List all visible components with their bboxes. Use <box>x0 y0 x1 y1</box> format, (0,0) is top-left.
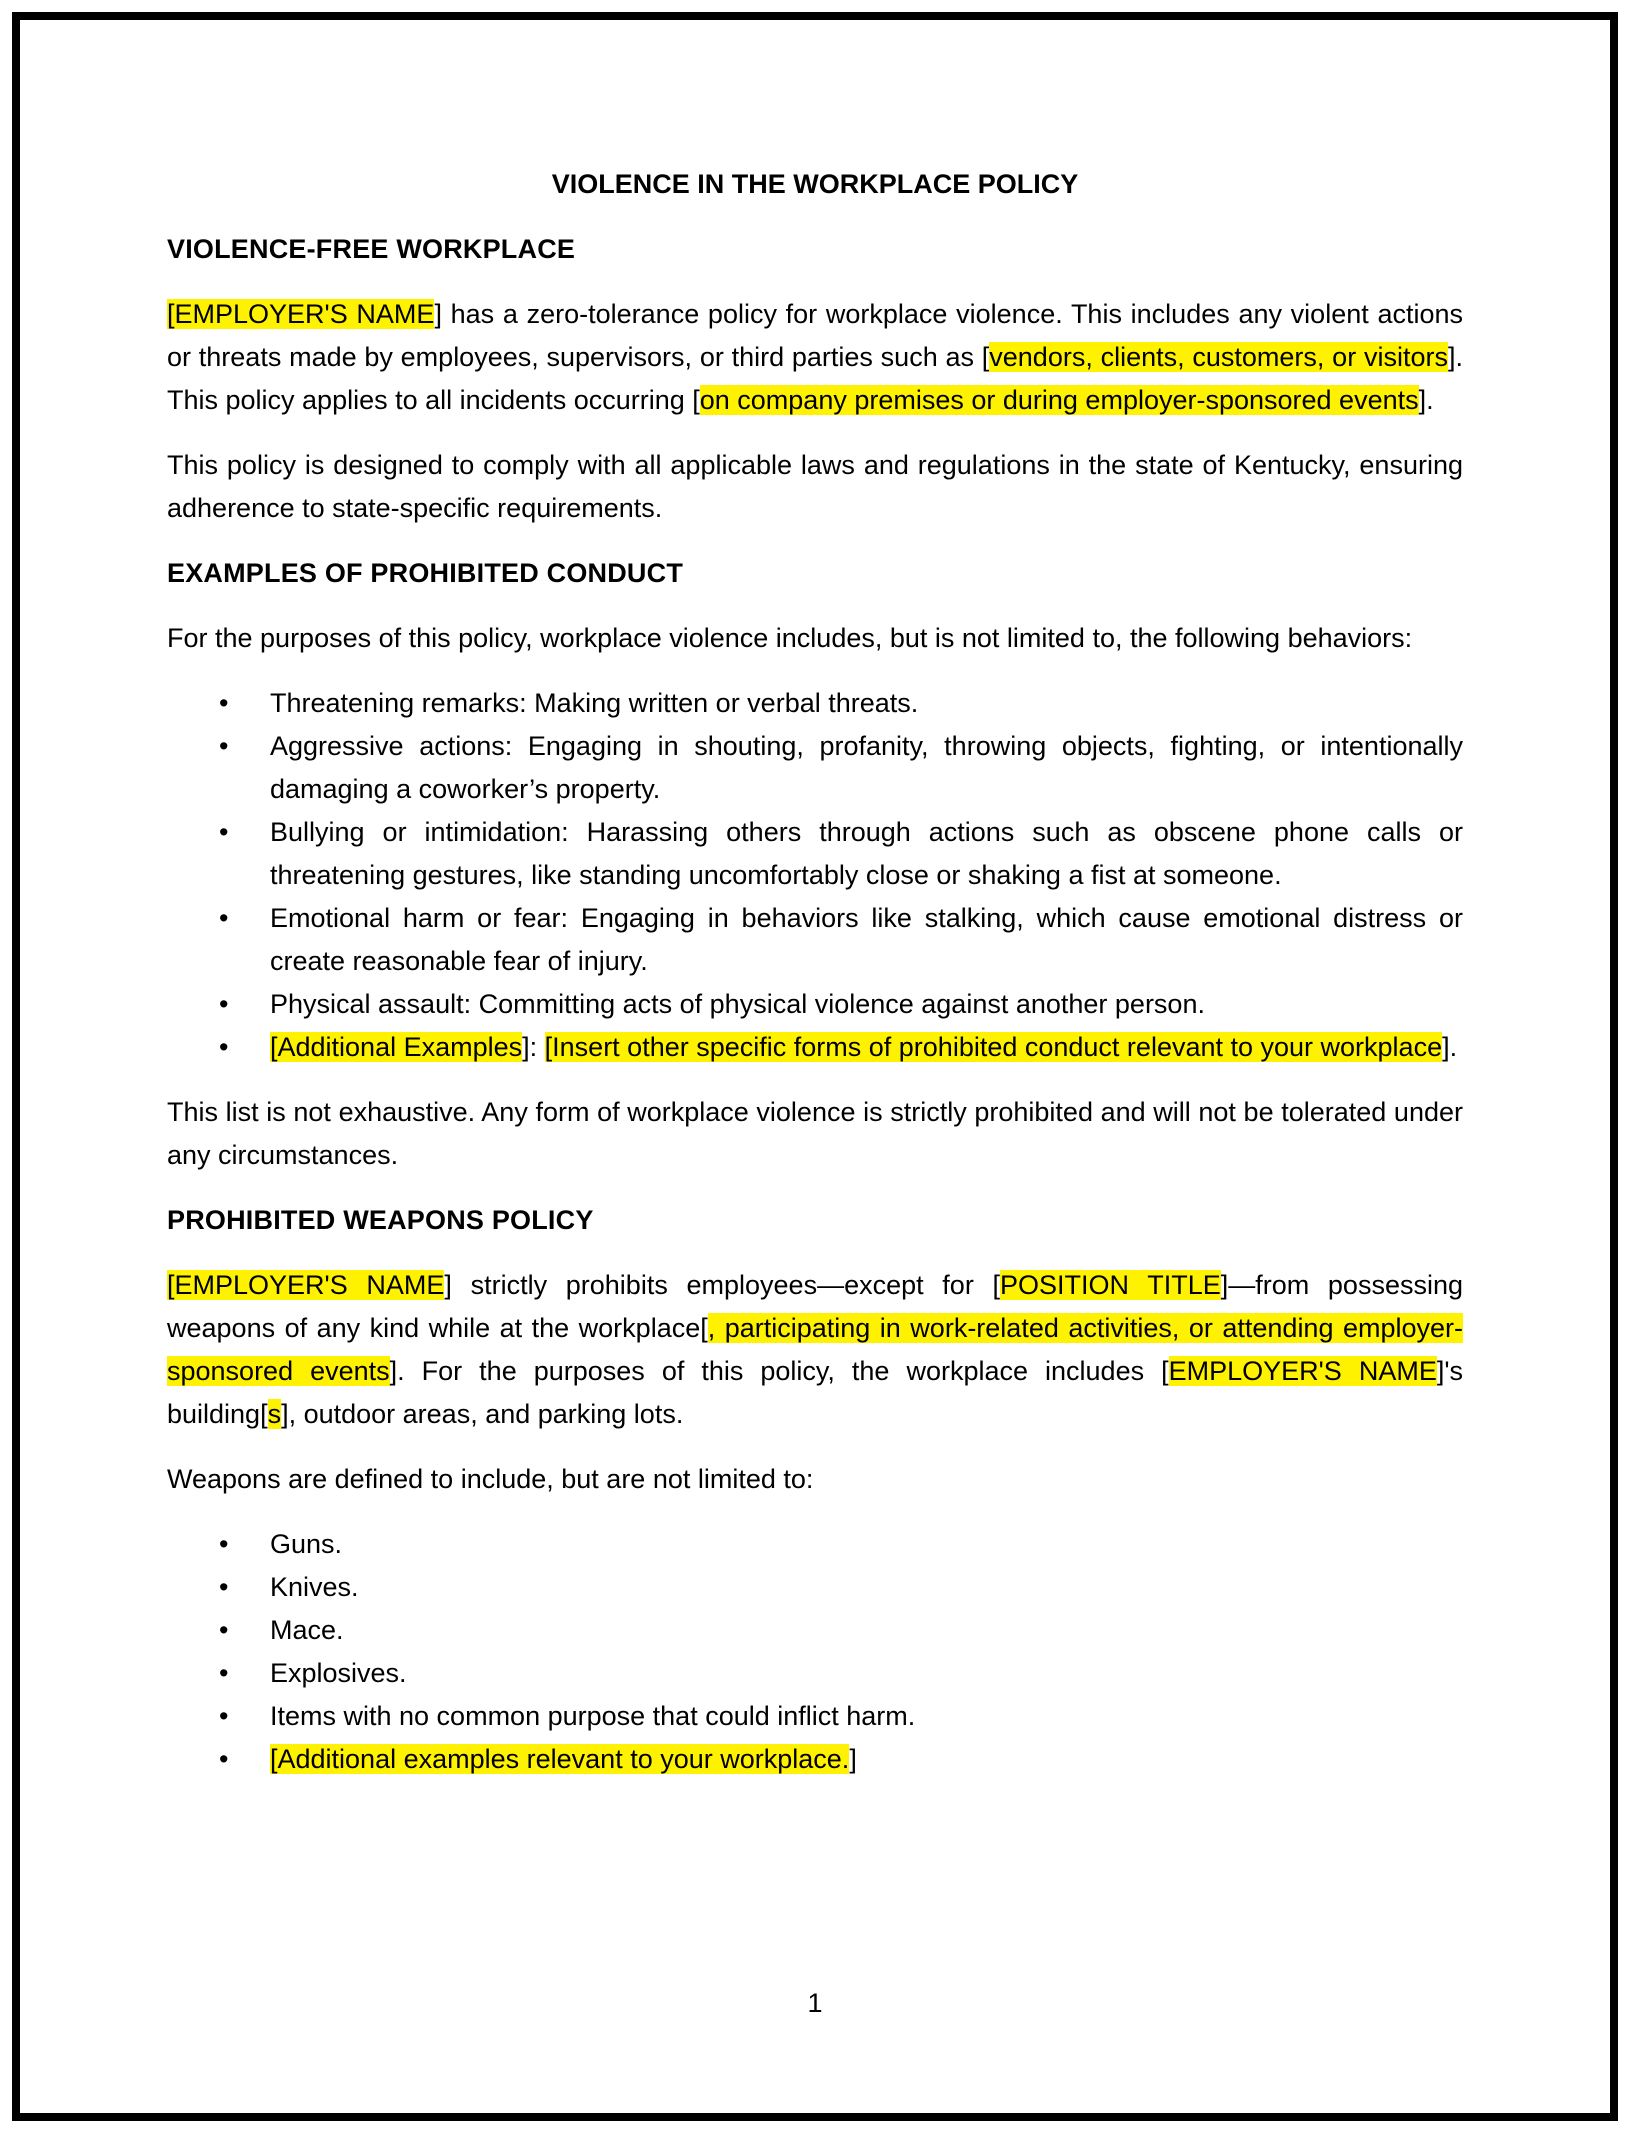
list-item-emotional-harm <box>167 897 1463 983</box>
list-prohibited-conduct <box>167 682 1463 1069</box>
highlighted-placeholder: s <box>267 1399 282 1429</box>
text-segment: ]'s building[ <box>167 1356 1463 1429</box>
list-prohibited-weapons <box>167 1523 1463 1781</box>
list-item-bullying-intimidation <box>167 811 1463 897</box>
text-segment: ]: <box>522 1032 545 1062</box>
list-item-guns <box>167 1523 1463 1566</box>
highlighted-placeholder: POSITION TITLE <box>1000 1270 1221 1300</box>
document-title: VIOLENCE IN THE WORKPLACE POLICY <box>551 169 1079 199</box>
section-heading-violence-free-workplace: VIOLENCE-FREE WORKPLACE <box>167 234 576 264</box>
paragraph-not-exhaustive <box>167 1091 1463 1177</box>
highlighted-placeholder: vendors, clients, customers, or visitors <box>989 342 1448 372</box>
text-segment: Items with no common purpose that could inflict harm. <box>270 1701 916 1731</box>
text-segment: ] strictly prohibits employees—except for [ <box>444 1270 1000 1300</box>
text-segment: For the purposes of this policy, workplace violence includes, but is not limited to, the following behaviors: <box>167 623 1413 653</box>
text-segment: Knives. <box>270 1572 359 1602</box>
text-segment: ]. For the purposes of this policy, the workplace includes [ <box>389 1356 1169 1386</box>
highlighted-placeholder: , participating in work-related activities, or attending employer-sponsored events <box>167 1313 1463 1386</box>
page-number: 1 <box>807 1988 823 2018</box>
highlighted-placeholder: [Additional Examples <box>270 1032 523 1062</box>
text-segment: Mace. <box>270 1615 344 1645</box>
section-heading-prohibited-weapons: PROHIBITED WEAPONS POLICY <box>167 1205 594 1235</box>
list-item-additional-examples <box>167 1026 1463 1069</box>
text-segment: ] has a zero-tolerance policy for workplace violence. This includes any violent actions or threats made by employees, supervisors, or third parties such as [ <box>167 299 1463 372</box>
highlighted-placeholder: [EMPLOYER'S NAME <box>167 1270 445 1300</box>
list-item-aggressive-actions <box>167 725 1463 811</box>
text-segment: This policy is designed to comply with all applicable laws and regulations in the state of Kentucky, ensuring adherence to state-specific requirements. <box>167 450 1463 523</box>
text-segment: This list is not exhaustive. Any form of workplace violence is strictly prohibited and will not be tolerated under any circumstances. <box>167 1097 1463 1170</box>
paragraph-zero-tolerance <box>167 293 1463 422</box>
list-item-harmful-items <box>167 1695 1463 1738</box>
paragraph-conduct-intro <box>167 617 1463 660</box>
list-item-explosives <box>167 1652 1463 1695</box>
highlighted-placeholder: EMPLOYER'S NAME <box>1168 1356 1437 1386</box>
text-segment: Bullying or intimidation: Harassing others through actions such as obscene phone calls or threatening gestures, like standing uncomfortably close or shaking a fist at someone. <box>270 817 1463 890</box>
paragraph-weapons-definition <box>167 1458 1463 1501</box>
list-item-mace <box>167 1609 1463 1652</box>
list-item-physical-assault <box>167 983 1463 1026</box>
highlighted-placeholder: [EMPLOYER'S NAME <box>167 299 435 329</box>
text-segment: ]. <box>1418 385 1434 415</box>
paragraph-state-compliance <box>167 444 1463 530</box>
highlighted-placeholder: [Additional examples relevant to your workplace. <box>270 1744 850 1774</box>
text-segment: ]—from possessing weapons of any kind while at the workplace[ <box>167 1270 1463 1343</box>
text-segment: Explosives. <box>270 1658 407 1688</box>
text-segment: Physical assault: Committing acts of physical violence against another person. <box>270 989 1205 1019</box>
highlighted-placeholder: [Insert other specific forms of prohibited conduct relevant to your workplace <box>544 1032 1443 1062</box>
text-segment: ], outdoor areas, and parking lots. <box>281 1399 684 1429</box>
text-segment: Threatening remarks: Making written or verbal threats. <box>270 688 919 718</box>
highlighted-placeholder: on company premises or during employer-sponsored events <box>699 385 1419 415</box>
list-item-additional-weapon-examples <box>167 1738 1463 1781</box>
list-item-threatening-remarks <box>167 682 1463 725</box>
section-heading-prohibited-conduct: EXAMPLES OF PROHIBITED CONDUCT <box>167 558 684 588</box>
text-segment: Aggressive actions: Engaging in shouting, profanity, throwing objects, fighting, or intentionally damaging a coworker’s property. <box>270 731 1463 804</box>
text-segment: Emotional harm or fear: Engaging in behaviors like stalking, which cause emotional distress or create reasonable fear of injury. <box>270 903 1463 976</box>
list-item-knives <box>167 1566 1463 1609</box>
text-segment: ]. This policy applies to all incidents occurring [ <box>167 342 1463 415</box>
text-segment: Weapons are defined to include, but are not limited to: <box>167 1464 814 1494</box>
document-content <box>167 163 1463 1803</box>
paragraph-weapons-policy <box>167 1264 1463 1436</box>
text-segment: Guns. <box>270 1529 343 1559</box>
text-segment: ] <box>849 1744 857 1774</box>
text-segment: ]. <box>1442 1032 1458 1062</box>
